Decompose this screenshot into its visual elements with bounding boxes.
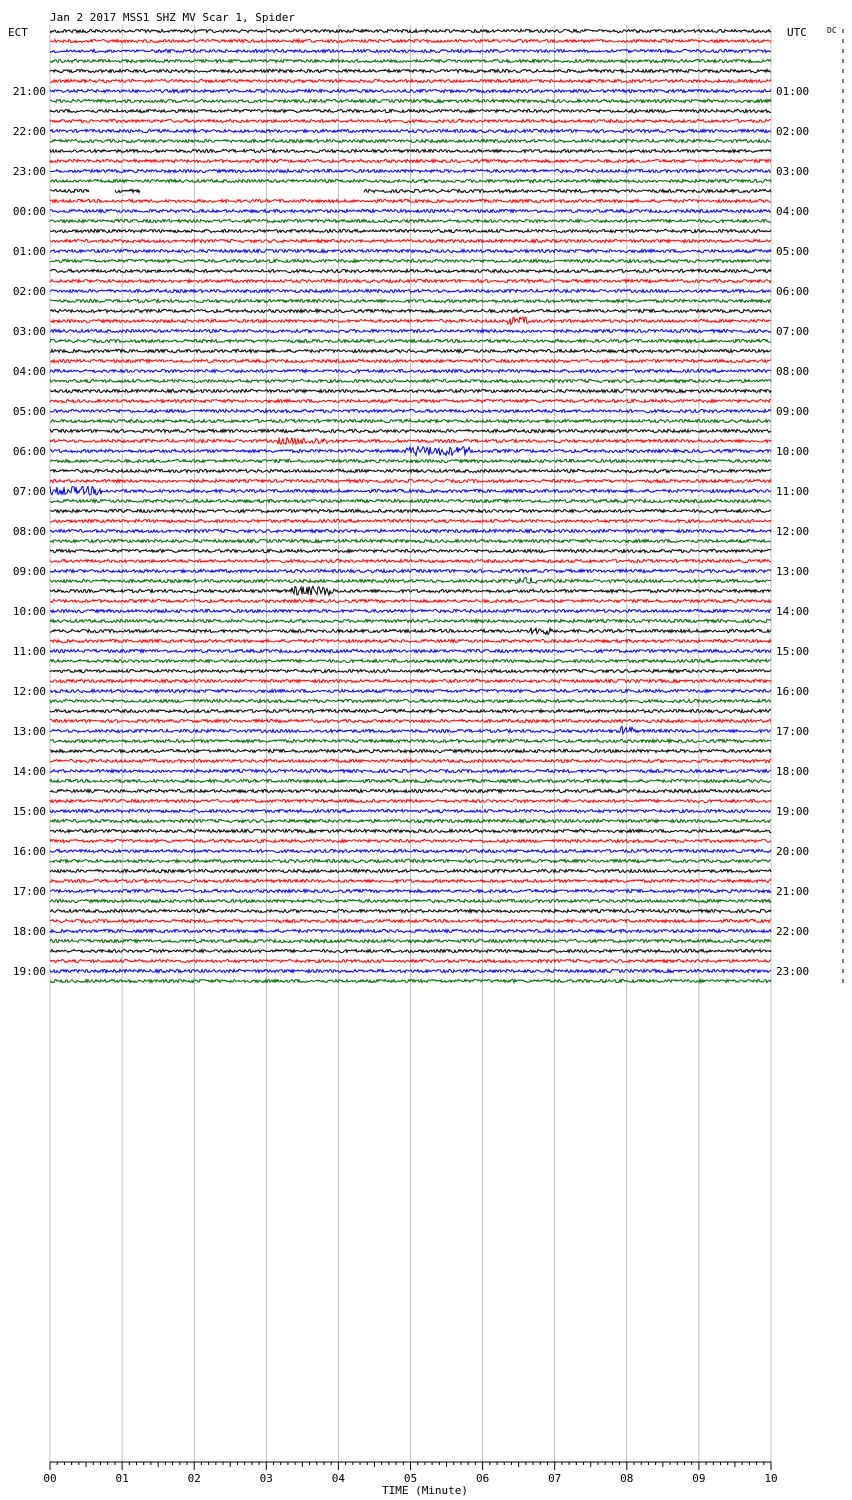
right-hour-label: 16:00 — [776, 685, 810, 698]
right-hour-label: 10:00 — [776, 445, 810, 458]
right-hour-label: 21:00 — [776, 885, 810, 898]
right-hour-label: 19:00 — [776, 805, 810, 818]
right-hour-label: 12:00 — [776, 525, 810, 538]
left-hour-label: 22:00 — [12, 125, 46, 138]
right-hour-label: 20:00 — [776, 845, 810, 858]
right-hour-label: 23:00 — [776, 965, 810, 978]
left-hour-label: 13:00 — [12, 725, 46, 738]
left-hour-label: 10:00 — [12, 605, 46, 618]
right-hour-label: 15:00 — [776, 645, 810, 658]
left-hour-label: 00:00 — [12, 205, 46, 218]
right-hour-label: 02:00 — [776, 125, 810, 138]
right-hour-label: 11:00 — [776, 485, 810, 498]
left-hour-label: 15:00 — [12, 805, 46, 818]
x-axis — [43, 1462, 777, 1485]
right-hour-label: 18:00 — [776, 765, 810, 778]
left-hour-label: 09:00 — [12, 565, 46, 578]
x-tick-label: 10 — [764, 1472, 778, 1485]
trace-line — [50, 459, 771, 462]
right-axis-label: UTC — [787, 26, 807, 39]
x-tick-label: 03 — [259, 1472, 273, 1485]
right-hour-label: 04:00 — [776, 205, 810, 218]
left-hour-label: 12:00 — [12, 685, 46, 698]
trace-line — [50, 939, 771, 942]
right-hour-label: 17:00 — [776, 725, 810, 738]
left-hour-label: 01:00 — [12, 245, 46, 258]
left-hour-label: 16:00 — [12, 845, 46, 858]
left-hour-label: 07:00 — [12, 485, 46, 498]
right-hour-label: 05:00 — [776, 245, 810, 258]
x-tick-label: 06 — [475, 1472, 490, 1485]
x-tick-label: 04 — [331, 1472, 346, 1485]
x-tick-label: 08 — [620, 1472, 634, 1485]
left-hour-label: 04:00 — [12, 365, 46, 378]
left-hour-label: 19:00 — [12, 965, 46, 978]
left-axis-label: ECT — [8, 26, 28, 39]
right-hour-label: 03:00 — [776, 165, 810, 178]
right-hour-label: 13:00 — [776, 565, 810, 578]
right-hour-label: 08:00 — [776, 365, 810, 378]
left-hour-label: 11:00 — [12, 645, 46, 658]
x-tick-label: 02 — [187, 1472, 201, 1485]
left-hour-label: 17:00 — [12, 885, 46, 898]
right-hour-label: 06:00 — [776, 285, 810, 298]
left-hour-label: 18:00 — [12, 925, 46, 938]
x-tick-label: 05 — [403, 1472, 418, 1485]
chart-title: Jan 2 2017 MSS1 SHZ MV Scar 1, Spider — [50, 11, 296, 24]
left-hour-labels — [13, 85, 46, 978]
x-tick-label: 09 — [692, 1472, 706, 1485]
left-hour-label: 23:00 — [12, 165, 46, 178]
x-axis-label: TIME (Minute) — [381, 1484, 469, 1497]
right-hour-label: 14:00 — [776, 605, 810, 618]
right-hour-label: 22:00 — [776, 925, 810, 938]
right-hour-labels — [776, 85, 809, 978]
x-tick-label: 01 — [115, 1472, 129, 1485]
right-hour-label: 01:00 — [776, 85, 810, 98]
dc-label: DC — [827, 26, 837, 35]
x-tick-label: 07 — [548, 1472, 562, 1485]
left-hour-label: 08:00 — [12, 525, 46, 538]
right-hour-label: 07:00 — [776, 325, 810, 338]
trace-line — [50, 469, 771, 472]
left-hour-label: 05:00 — [12, 405, 46, 418]
left-hour-label: 21:00 — [12, 85, 46, 98]
left-hour-label: 02:00 — [12, 285, 46, 298]
right-hour-label: 09:00 — [776, 405, 810, 418]
left-hour-label: 14:00 — [12, 765, 46, 778]
left-hour-label: 03:00 — [12, 325, 46, 338]
x-tick-label: 00 — [43, 1472, 57, 1485]
left-hour-label: 06:00 — [12, 445, 46, 458]
